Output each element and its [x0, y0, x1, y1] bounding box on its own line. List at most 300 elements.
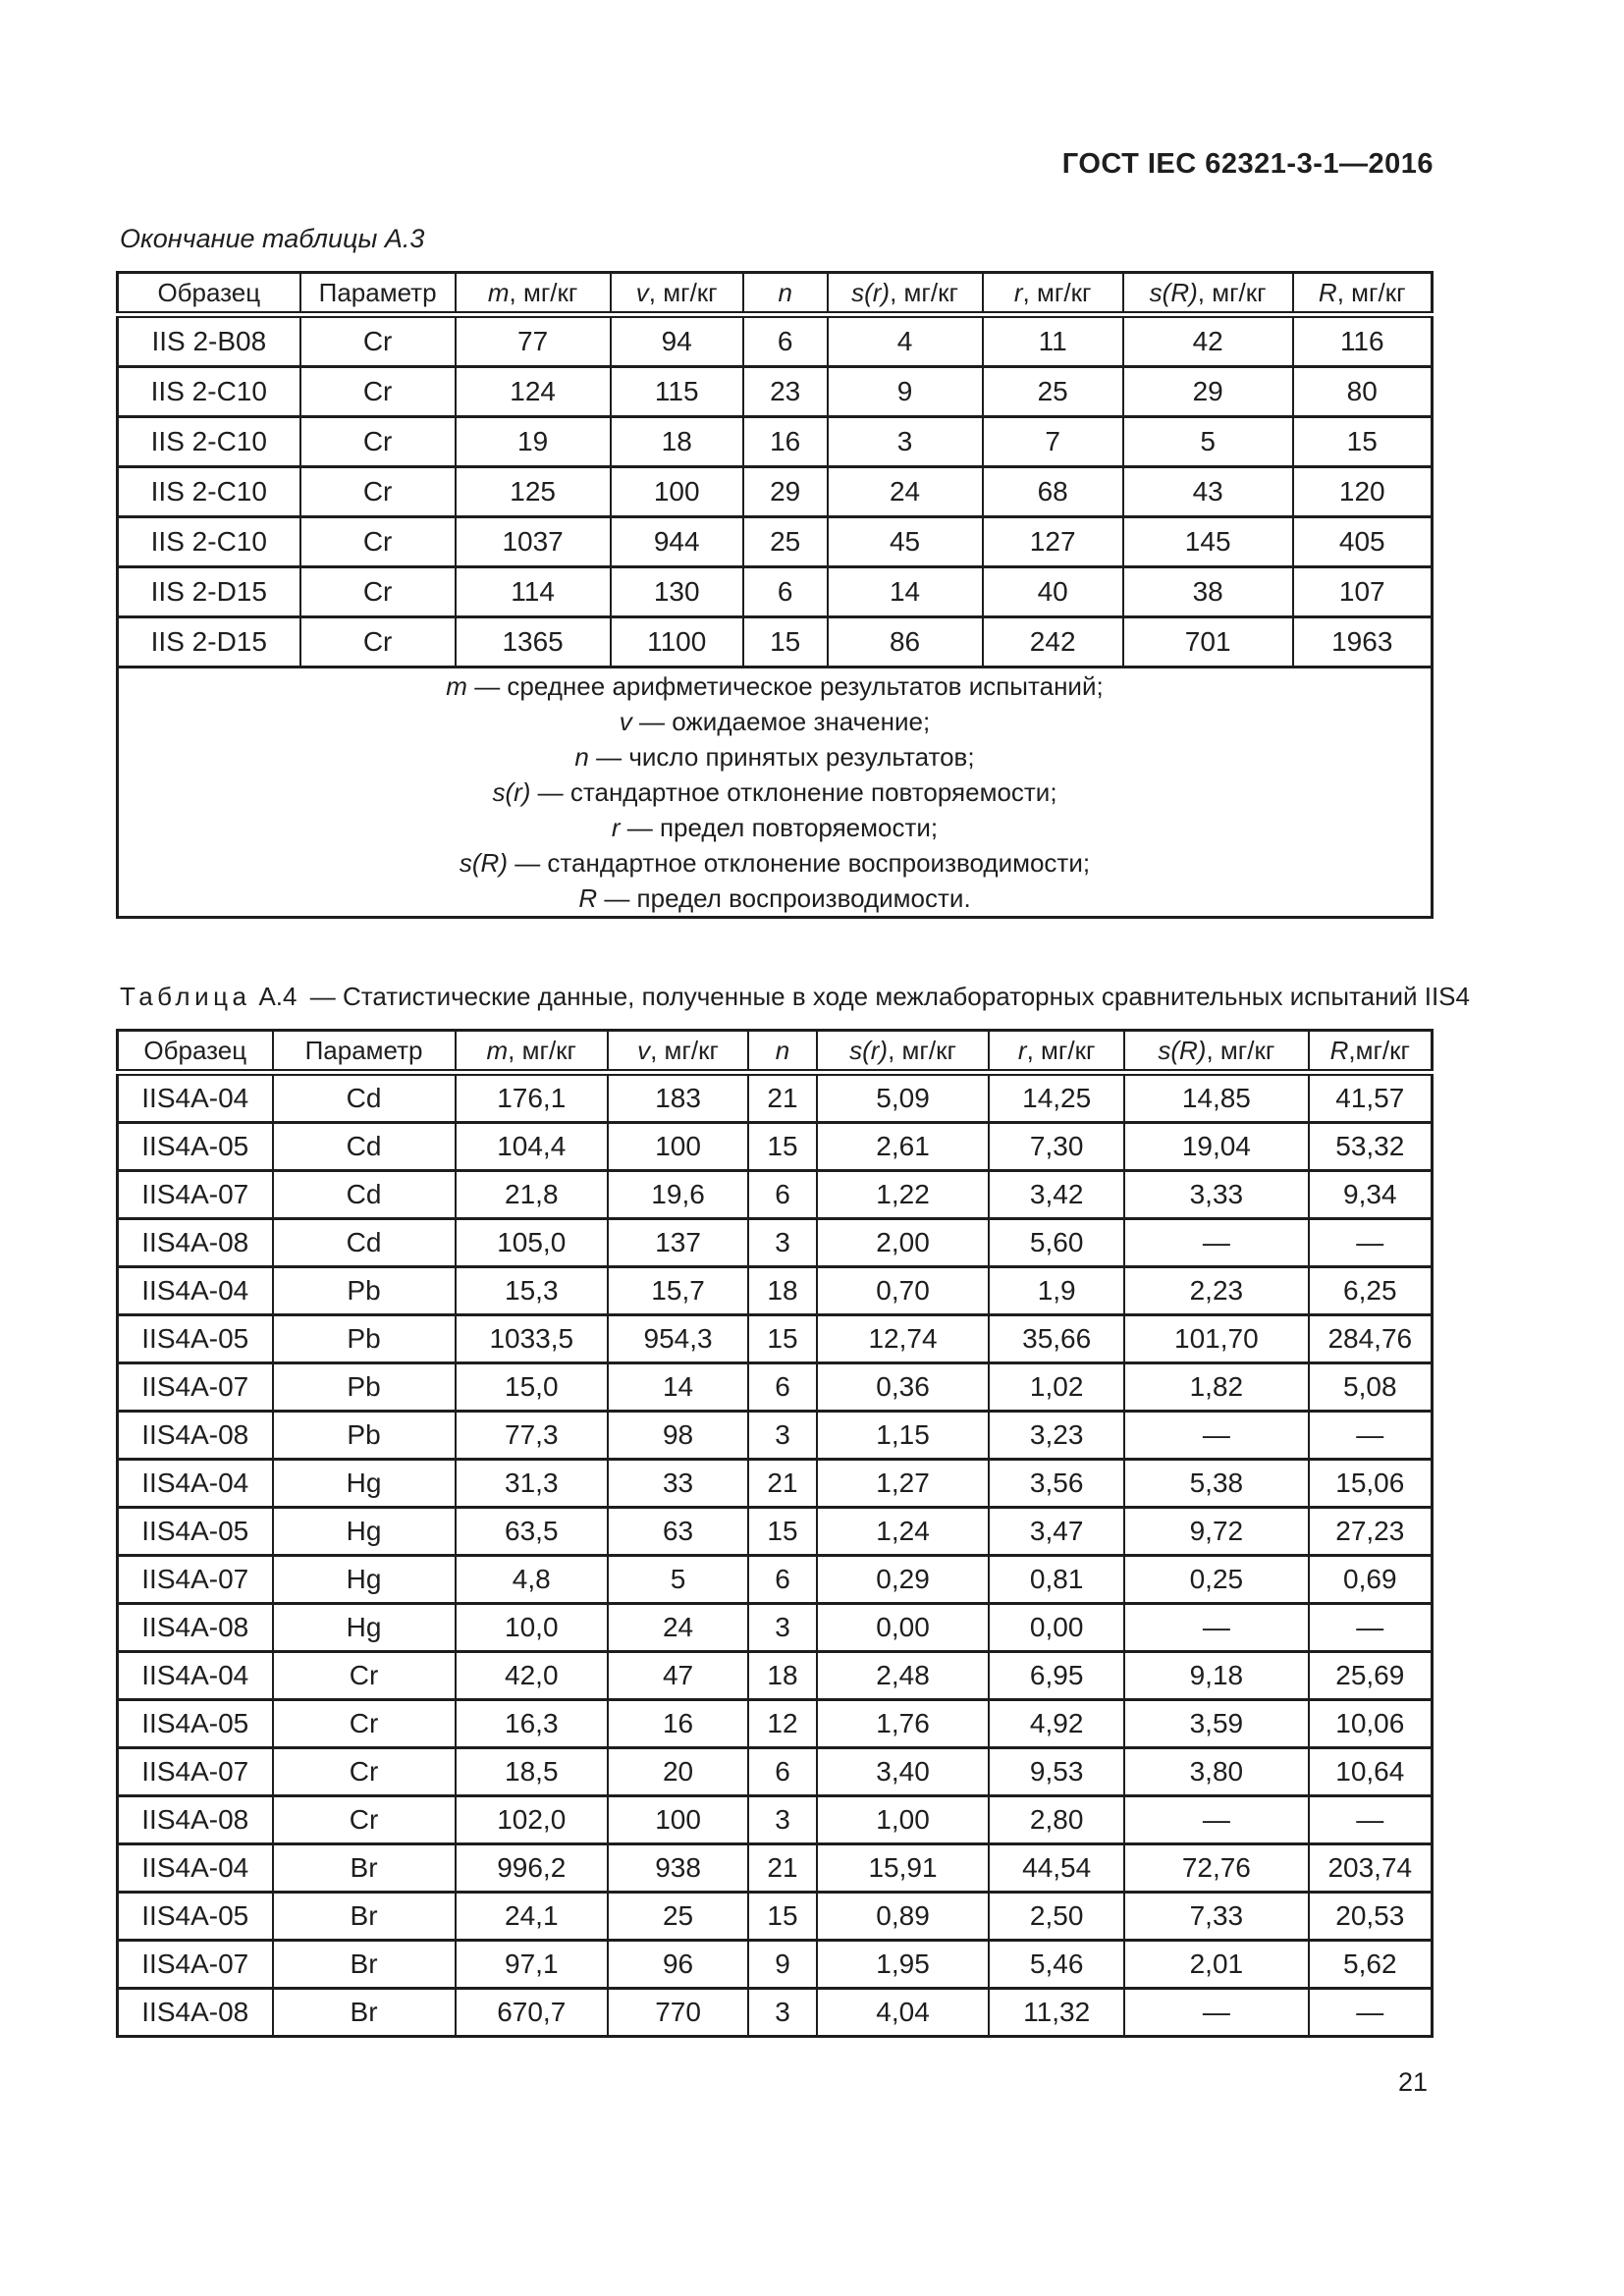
cell: IIS4A-08: [118, 1604, 273, 1652]
cell: 5: [1123, 417, 1293, 467]
cell: IIS4A-08: [118, 1219, 273, 1267]
cell: 44,54: [989, 1844, 1124, 1893]
cell: —: [1124, 1604, 1308, 1652]
cell: 33: [608, 1460, 748, 1508]
cell: 5,38: [1124, 1460, 1308, 1508]
cell: 9,18: [1124, 1652, 1308, 1700]
cell: 3,56: [989, 1460, 1124, 1508]
cell: 6: [743, 567, 828, 617]
cell: Cr: [300, 617, 456, 667]
cell: 5,60: [989, 1219, 1124, 1267]
cell: 9: [828, 367, 983, 417]
table-row: [118, 315, 1433, 367]
cell: Cr: [273, 1652, 456, 1700]
cell: 3,42: [989, 1171, 1124, 1219]
cell: 16: [608, 1700, 748, 1748]
cell: 18: [611, 417, 743, 467]
column-header: r, мг/кг: [983, 273, 1123, 315]
cell: 701: [1123, 617, 1293, 667]
cell: 954,3: [608, 1315, 748, 1363]
cell: 9,72: [1124, 1508, 1308, 1556]
table-a3: [116, 271, 1434, 919]
cell: 284,76: [1309, 1315, 1433, 1363]
cell: 944: [611, 517, 743, 567]
cell: 68: [983, 467, 1123, 517]
table-a4-caption-word: Таблица: [120, 982, 251, 1011]
cell: 16,3: [456, 1700, 608, 1748]
cell: 2,23: [1124, 1267, 1308, 1315]
cell: 0,36: [817, 1363, 989, 1412]
cell: 47: [608, 1652, 748, 1700]
cell: 29: [1123, 367, 1293, 417]
cell: Cr: [300, 467, 456, 517]
cell: —: [1309, 1604, 1433, 1652]
column-header: R,мг/кг: [1309, 1031, 1433, 1073]
cell: Hg: [273, 1604, 456, 1652]
table-row: [118, 1556, 1433, 1604]
cell: 14,25: [989, 1073, 1124, 1123]
table-a3-header-row: [118, 273, 1433, 315]
table-row: [118, 517, 1433, 567]
cell: 938: [608, 1844, 748, 1893]
column-header: Образец: [118, 273, 300, 315]
cell: 16: [743, 417, 828, 467]
cell: 15: [748, 1508, 817, 1556]
cell: 6: [748, 1171, 817, 1219]
cell: 3: [748, 1219, 817, 1267]
table-row: [118, 1989, 1433, 2037]
cell: 15: [748, 1315, 817, 1363]
column-header: n: [743, 273, 828, 315]
cell: 3: [748, 1412, 817, 1460]
table-row: [118, 617, 1433, 667]
table-row: [118, 467, 1433, 517]
table-a4-caption-text: — Статистические данные, полученные в ходе межлабораторных сравнительных испытаний IIS4: [309, 982, 1470, 1011]
table-row: [118, 567, 1433, 617]
cell: 31,3: [456, 1460, 608, 1508]
cell: 102,0: [456, 1796, 608, 1844]
table-row: [118, 1363, 1433, 1412]
cell: 14: [828, 567, 983, 617]
cell: 5,09: [817, 1073, 989, 1123]
cell: 10,0: [456, 1604, 608, 1652]
cell: 11: [983, 315, 1123, 367]
cell: 104,4: [456, 1123, 608, 1171]
table-row: [118, 1796, 1433, 1844]
table-a4-caption: [120, 982, 1470, 1012]
cell: 105,0: [456, 1219, 608, 1267]
cell: Hg: [273, 1460, 456, 1508]
cell: 100: [608, 1796, 748, 1844]
table-row: [118, 1460, 1433, 1508]
cell: —: [1309, 1796, 1433, 1844]
cell: 15: [748, 1123, 817, 1171]
cell: IIS 2-C10: [118, 467, 300, 517]
cell: 25,69: [1309, 1652, 1433, 1700]
cell: 40: [983, 567, 1123, 617]
cell: Pb: [273, 1267, 456, 1315]
cell: —: [1309, 1412, 1433, 1460]
cell: 3,33: [1124, 1171, 1308, 1219]
cell: 21: [748, 1844, 817, 1893]
cell: IIS4A-05: [118, 1508, 273, 1556]
cell: 25: [983, 367, 1123, 417]
cell: —: [1124, 1219, 1308, 1267]
column-header: R, мг/кг: [1293, 273, 1433, 315]
footnote-item: r — предел повторяемости;: [611, 813, 939, 842]
cell: Br: [273, 1844, 456, 1893]
cell: IIS 2-C10: [118, 367, 300, 417]
cell: 23: [743, 367, 828, 417]
cell: 18,5: [456, 1748, 608, 1796]
cell: 19: [456, 417, 611, 467]
cell: 42: [1123, 315, 1293, 367]
cell: 15,91: [817, 1844, 989, 1893]
cell: 2,61: [817, 1123, 989, 1171]
cell: 0,29: [817, 1556, 989, 1604]
cell: 1,24: [817, 1508, 989, 1556]
cell: 203,74: [1309, 1844, 1433, 1893]
column-header: s(R), мг/кг: [1123, 273, 1293, 315]
cell: 63: [608, 1508, 748, 1556]
cell: 1,76: [817, 1700, 989, 1748]
cell: 5,08: [1309, 1363, 1433, 1412]
cell: —: [1309, 1219, 1433, 1267]
cell: 15,7: [608, 1267, 748, 1315]
table-a3-footnotes: [118, 667, 1433, 918]
cell: —: [1309, 1989, 1433, 2037]
cell: 1,00: [817, 1796, 989, 1844]
cell: 19,04: [1124, 1123, 1308, 1171]
table-row: [118, 1844, 1433, 1893]
cell: 4,04: [817, 1989, 989, 2037]
cell: Cd: [273, 1073, 456, 1123]
cell: Cd: [273, 1171, 456, 1219]
cell: IIS4A-07: [118, 1748, 273, 1796]
cell: IIS4A-08: [118, 1989, 273, 2037]
cell: 100: [608, 1123, 748, 1171]
cell: 98: [608, 1412, 748, 1460]
column-header: m, мг/кг: [456, 273, 611, 315]
cell: 996,2: [456, 1844, 608, 1893]
cell: 94: [611, 315, 743, 367]
cell: 0,81: [989, 1556, 1124, 1604]
table-row: [118, 1748, 1433, 1796]
cell: 2,80: [989, 1796, 1124, 1844]
footnote-item: R — предел воспроизводимости.: [578, 883, 971, 913]
cell: IIS4A-04: [118, 1073, 273, 1123]
cell: IIS4A-05: [118, 1123, 273, 1171]
cell: Hg: [273, 1556, 456, 1604]
cell: IIS4A-05: [118, 1893, 273, 1941]
cell: 1963: [1293, 617, 1433, 667]
table-row: [118, 367, 1433, 417]
cell: IIS4A-08: [118, 1796, 273, 1844]
cell: 6: [748, 1363, 817, 1412]
cell: IIS4A-07: [118, 1556, 273, 1604]
cell: 0,89: [817, 1893, 989, 1941]
cell: 6,95: [989, 1652, 1124, 1700]
cell: 0,69: [1309, 1556, 1433, 1604]
cell: 4,92: [989, 1700, 1124, 1748]
cell: 41,57: [1309, 1073, 1433, 1123]
cell: 2,48: [817, 1652, 989, 1700]
cell: 137: [608, 1219, 748, 1267]
cell: Cr: [273, 1796, 456, 1844]
cell: 4: [828, 315, 983, 367]
table-row: [118, 1123, 1433, 1171]
cell: IIS 2-D15: [118, 567, 300, 617]
cell: IIS 2-D15: [118, 617, 300, 667]
cell: 3: [748, 1796, 817, 1844]
cell: 1100: [611, 617, 743, 667]
cell: 2,01: [1124, 1941, 1308, 1989]
cell: 9,53: [989, 1748, 1124, 1796]
cell: Cr: [300, 517, 456, 567]
cell: 145: [1123, 517, 1293, 567]
table-a4: [116, 1029, 1434, 2038]
cell: 77: [456, 315, 611, 367]
cell: 24,1: [456, 1893, 608, 1941]
cell: 25: [608, 1893, 748, 1941]
cell: 15: [743, 617, 828, 667]
cell: 0,25: [1124, 1556, 1308, 1604]
cell: 1,82: [1124, 1363, 1308, 1412]
column-header: v, мг/кг: [611, 273, 743, 315]
cell: 1,22: [817, 1171, 989, 1219]
cell: —: [1124, 1796, 1308, 1844]
cell: 1,15: [817, 1412, 989, 1460]
footnote-item: s(r) — стандартное отклонение повторяемости;: [492, 777, 1057, 807]
cell: IIS4A-08: [118, 1412, 273, 1460]
cell: 97,1: [456, 1941, 608, 1989]
table-row: [118, 1412, 1433, 1460]
cell: Cr: [300, 315, 456, 367]
cell: 101,70: [1124, 1315, 1308, 1363]
cell: 6,25: [1309, 1267, 1433, 1315]
cell: 116: [1293, 315, 1433, 367]
cell: 114: [456, 567, 611, 617]
table-row: [118, 1171, 1433, 1219]
cell: 3: [748, 1989, 817, 2037]
cell: 405: [1293, 517, 1433, 567]
cell: 10,64: [1309, 1748, 1433, 1796]
cell: 3: [748, 1604, 817, 1652]
cell: 6: [748, 1748, 817, 1796]
column-header: s(r), мг/кг: [817, 1031, 989, 1073]
table-row: [118, 1700, 1433, 1748]
table-row: [118, 1893, 1433, 1941]
cell: 42,0: [456, 1652, 608, 1700]
cell: 15: [748, 1893, 817, 1941]
cell: 29: [743, 467, 828, 517]
table-a3-body: [118, 315, 1433, 667]
table-row: [118, 1073, 1433, 1123]
table-row: [118, 1219, 1433, 1267]
cell: 100: [611, 467, 743, 517]
cell: 10,06: [1309, 1700, 1433, 1748]
column-header: n: [748, 1031, 817, 1073]
cell: 127: [983, 517, 1123, 567]
cell: 3,80: [1124, 1748, 1308, 1796]
cell: IIS4A-07: [118, 1941, 273, 1989]
cell: 9,34: [1309, 1171, 1433, 1219]
cell: 120: [1293, 467, 1433, 517]
cell: Pb: [273, 1363, 456, 1412]
cell: 86: [828, 617, 983, 667]
cell: 2,50: [989, 1893, 1124, 1941]
cell: 11,32: [989, 1989, 1124, 2037]
cell: 115: [611, 367, 743, 417]
column-header: Образец: [118, 1031, 273, 1073]
cell: 19,6: [608, 1171, 748, 1219]
column-header: s(r), мг/кг: [828, 273, 983, 315]
cell: 1365: [456, 617, 611, 667]
cell: 1,27: [817, 1460, 989, 1508]
column-header: r, мг/кг: [989, 1031, 1124, 1073]
table-row: [118, 417, 1433, 467]
cell: 0,70: [817, 1267, 989, 1315]
footnote-item: n — число принятых результатов;: [574, 742, 975, 772]
cell: 21: [748, 1460, 817, 1508]
cell: IIS4A-04: [118, 1844, 273, 1893]
table-row: [118, 1652, 1433, 1700]
cell: Cr: [300, 417, 456, 467]
table-a4-caption-ref: А.4: [258, 982, 298, 1011]
cell: 18: [748, 1652, 817, 1700]
cell: 5: [608, 1556, 748, 1604]
cell: Pb: [273, 1412, 456, 1460]
cell: 1,95: [817, 1941, 989, 1989]
cell: Br: [273, 1989, 456, 2037]
cell: 15,0: [456, 1363, 608, 1412]
cell: 14: [608, 1363, 748, 1412]
cell: 770: [608, 1989, 748, 2037]
cell: —: [1124, 1412, 1308, 1460]
table-a3-continuation-caption: Окончание таблицы А.3: [120, 224, 425, 253]
cell: 43: [1123, 467, 1293, 517]
cell: IIS4A-05: [118, 1700, 273, 1748]
page-number: 21: [1397, 2067, 1428, 2097]
cell: 0,00: [817, 1604, 989, 1652]
column-header: Параметр: [300, 273, 456, 315]
table-a3-footnote-row: [118, 667, 1433, 918]
cell: —: [1124, 1989, 1308, 2037]
table-row: [118, 1315, 1433, 1363]
cell: 7,30: [989, 1123, 1124, 1171]
cell: IIS 2-C10: [118, 517, 300, 567]
cell: 45: [828, 517, 983, 567]
cell: 24: [828, 467, 983, 517]
cell: 5,46: [989, 1941, 1124, 1989]
cell: 96: [608, 1941, 748, 1989]
cell: Cr: [300, 567, 456, 617]
cell: 670,7: [456, 1989, 608, 2037]
cell: 107: [1293, 567, 1433, 617]
cell: 20,53: [1309, 1893, 1433, 1941]
footnote-item: m — среднее арифметическое результатов испытаний;: [446, 671, 1104, 701]
cell: Cr: [273, 1748, 456, 1796]
cell: 21,8: [456, 1171, 608, 1219]
cell: 125: [456, 467, 611, 517]
cell: 24: [608, 1604, 748, 1652]
column-header: m, мг/кг: [456, 1031, 608, 1073]
cell: 3: [828, 417, 983, 467]
table-row: [118, 1941, 1433, 1989]
cell: 1,9: [989, 1267, 1124, 1315]
cell: Pb: [273, 1315, 456, 1363]
column-header: v, мг/кг: [608, 1031, 748, 1073]
cell: 7,33: [1124, 1893, 1308, 1941]
cell: 124: [456, 367, 611, 417]
cell: 1033,5: [456, 1315, 608, 1363]
cell: 2,00: [817, 1219, 989, 1267]
cell: 183: [608, 1073, 748, 1123]
cell: Cr: [300, 367, 456, 417]
cell: 176,1: [456, 1073, 608, 1123]
cell: 3,23: [989, 1412, 1124, 1460]
cell: 6: [748, 1556, 817, 1604]
table-a4-header-row: [118, 1031, 1433, 1073]
cell: Cd: [273, 1219, 456, 1267]
cell: 0,00: [989, 1604, 1124, 1652]
cell: IIS4A-05: [118, 1315, 273, 1363]
cell: IIS4A-07: [118, 1171, 273, 1219]
table-row: [118, 1267, 1433, 1315]
doc-number-header: ГОСТ IEC 62321-3-1—2016: [1061, 148, 1434, 180]
cell: 12: [748, 1700, 817, 1748]
cell: 15,06: [1309, 1460, 1433, 1508]
cell: Br: [273, 1941, 456, 1989]
cell: IIS4A-07: [118, 1363, 273, 1412]
cell: 25: [743, 517, 828, 567]
cell: IIS 2-B08: [118, 315, 300, 367]
cell: 14,85: [1124, 1073, 1308, 1123]
cell: 72,76: [1124, 1844, 1308, 1893]
cell: 3,47: [989, 1508, 1124, 1556]
cell: 5,62: [1309, 1941, 1433, 1989]
cell: 130: [611, 567, 743, 617]
cell: 3,40: [817, 1748, 989, 1796]
cell: IIS4A-04: [118, 1652, 273, 1700]
cell: 7: [983, 417, 1123, 467]
cell: Br: [273, 1893, 456, 1941]
cell: 20: [608, 1748, 748, 1796]
cell: 77,3: [456, 1412, 608, 1460]
cell: 1037: [456, 517, 611, 567]
cell: 12,74: [817, 1315, 989, 1363]
cell: Cd: [273, 1123, 456, 1171]
cell: IIS4A-04: [118, 1267, 273, 1315]
cell: 6: [743, 315, 828, 367]
cell: 21: [748, 1073, 817, 1123]
cell: 35,66: [989, 1315, 1124, 1363]
table-a4-body: [118, 1073, 1433, 2037]
table-row: [118, 1604, 1433, 1652]
cell: 38: [1123, 567, 1293, 617]
cell: IIS4A-04: [118, 1460, 273, 1508]
cell: 53,32: [1309, 1123, 1433, 1171]
cell: 80: [1293, 367, 1433, 417]
cell: 15,3: [456, 1267, 608, 1315]
cell: 9: [748, 1941, 817, 1989]
cell: 3,59: [1124, 1700, 1308, 1748]
column-header: Параметр: [273, 1031, 456, 1073]
cell: IIS 2-C10: [118, 417, 300, 467]
table-row: [118, 1508, 1433, 1556]
column-header: s(R), мг/кг: [1124, 1031, 1308, 1073]
cell: 242: [983, 617, 1123, 667]
